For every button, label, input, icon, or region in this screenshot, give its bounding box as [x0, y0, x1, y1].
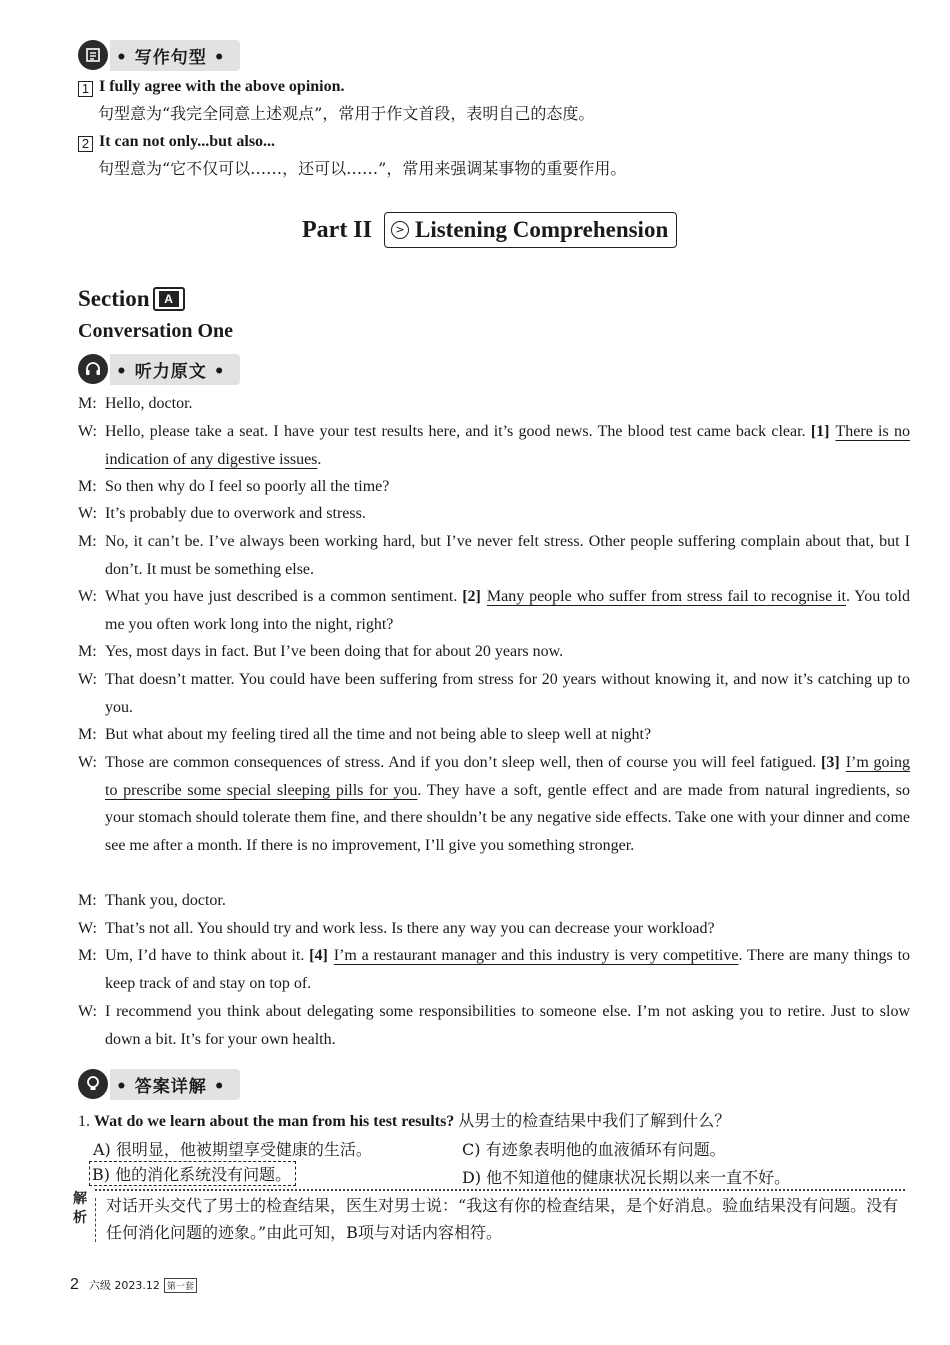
dialogue-line [78, 528, 910, 583]
question-1 [78, 1108, 730, 1131]
dialogue-segment: But what about my feeling tired all the time and not being able to sleep well at night? [105, 726, 652, 743]
speaker-label: M: [78, 643, 97, 660]
dialogue-text [105, 721, 910, 749]
dialogue-line [78, 942, 910, 997]
question-marker: [1] [810, 423, 830, 440]
dialogue-segment: That’s not all. You should try and work less. Is there any way you can decrease your workload? [105, 920, 715, 937]
page-number: 2 [70, 1276, 79, 1293]
section-letter: A [159, 291, 179, 307]
page-footer [70, 1276, 197, 1294]
transcript-section-header [78, 352, 240, 386]
part-title-text: Listening Comprehension [414, 217, 669, 242]
dialogue-segment: Thank you, doctor. [105, 892, 226, 909]
speaker-label: W: [78, 920, 97, 937]
option-a: A) 很明显，他被期望享受健康的生活。 [93, 1140, 372, 1159]
part-title-box [384, 212, 677, 248]
question-chinese: 从男士的检查结果中我们了解到什么？ [458, 1111, 731, 1130]
dialogue-segment: Hello, please take a seat. I have your test results here, and it’s good news. The blood test came back clear. [105, 423, 811, 440]
dialogue-line [78, 638, 910, 666]
dialogue-segment: I recommend you think about delegating some responsibilities to someone else. I’m not asking you to retire. Just to slow down a bit. It’s for your own health. [105, 1003, 910, 1048]
arrow-right-icon: > [391, 221, 409, 239]
dialogue-text [105, 666, 910, 721]
question-marker: [3] [821, 754, 840, 771]
dialogue-text [105, 528, 910, 583]
question-marker: [4] [309, 947, 328, 964]
transcript-header-title: • 听力原文 • [110, 354, 240, 385]
speaker-label: M: [78, 947, 97, 964]
headphones-icon [78, 354, 108, 384]
analysis-divider [95, 1189, 905, 1191]
dialogue-text [105, 390, 910, 418]
dialogue-segment: Those are common consequences of stress. And if you don’t sleep well, then of course you will feel fatigued. [105, 754, 822, 771]
underlined-key-sentence: There is no indication of any digestive issues [105, 423, 910, 468]
speaker-label: M: [78, 726, 97, 743]
underlined-key-sentence: Many people who suffer from stress fail to recognise it [486, 588, 846, 605]
dialogue-line [78, 721, 910, 749]
dialogue-segment: So then why do I feel so poorly all the time? [105, 478, 390, 495]
answers-header-title: • 答案详解 • [110, 1069, 240, 1100]
writing-item-1 [78, 77, 345, 97]
dialogue-line [78, 390, 910, 418]
writing-item-2-cn: 句型意为“它不仅可以……，还可以……”，常用来强调某事物的重要作用。 [98, 159, 627, 178]
section-label: Section [78, 286, 150, 311]
dialogue-text [105, 915, 910, 943]
dialogue-text [105, 418, 910, 473]
section-heading [78, 286, 185, 312]
dialogue-line [78, 749, 910, 859]
part-title [302, 212, 677, 248]
underlined-key-sentence: I’m going to prescribe some special sleeping pills for you [105, 754, 911, 799]
analysis-text: 对话开头交代了男士的检查结果，医生对男士说：“我这有你的检查结果，是个好消息。验血结果没有问题。没有任何消化问题的迹象。”由此可知，B项与对话内容相符。 [106, 1196, 899, 1242]
speaker-label: W: [78, 1003, 97, 1020]
writing-item-1-en: I fully agree with the above opinion. [99, 78, 345, 95]
speaker-label: M: [78, 533, 97, 550]
writing-item-1-cn: 句型意为“我完全同意上述观点”，常用于作文首段，表明自己的态度。 [98, 104, 595, 123]
dialogue-line [78, 998, 910, 1053]
document-icon [78, 40, 108, 70]
dialogue-segment: . They have a soft, gentle effect and are made from natural ingredients, so your stomach should tolerate them fine, and there shouldn’t be any negative side effects. Take one with your dinner and come see me after a month. If there is no improvement, I’ll give you something stronger. [105, 781, 911, 854]
dialogue-segment: It’s probably due to overwork and stress. [105, 505, 366, 522]
dialogue-text [105, 942, 910, 997]
dialogue-line [78, 583, 910, 638]
conversation-title: Conversation One [78, 320, 233, 342]
speaker-label: W: [78, 671, 97, 688]
item-number-box: 2 [78, 136, 93, 152]
option-c: C) 有迹象表明他的血液循环有问题。 [462, 1140, 726, 1159]
dialogue-segment: Um, I’d have to think about it. [105, 947, 310, 964]
dialogue-text [105, 998, 910, 1053]
question-number: 1. [78, 1113, 90, 1130]
dialogue-text [105, 583, 910, 638]
dialogue-text [105, 473, 910, 501]
dialogue-segment: Hello, doctor. [105, 395, 193, 412]
dialogue-segment: What you have just described is a common sentiment. [105, 588, 463, 605]
dialogue-segment: That doesn’t matter. You could have been suffering from stress for 20 years without knowing it, and now it’s catching up to you. [105, 671, 910, 716]
writing-item-2-en: It can not only...but also... [99, 133, 276, 150]
question-english: Wat do we learn about the man from his test results? [94, 1113, 455, 1130]
writing-section-header [78, 38, 240, 72]
dialogue-segment: . [317, 450, 322, 468]
answers-section-header [78, 1067, 240, 1101]
set-badge: 第一套 [164, 1278, 197, 1293]
item-number-box: 1 [78, 81, 93, 97]
part-label: Part II [302, 216, 372, 243]
dialogue-line [78, 666, 910, 721]
underlined-key-sentence: I’m a restaurant manager and this industry is very competitive [333, 947, 739, 964]
speaker-label: W: [78, 754, 97, 771]
speaker-label: M: [78, 395, 97, 412]
speaker-label: W: [78, 588, 97, 605]
dialogue-line [78, 887, 910, 915]
dialogue-text [105, 749, 910, 859]
dialogue-text [105, 500, 910, 528]
dialogue-segment: . There are many things to keep track of and stay on top of. [105, 947, 911, 992]
speaker-label: M: [78, 478, 97, 495]
analysis-label: 解析 [73, 1191, 87, 1226]
dialogue-line [78, 500, 910, 528]
option-d: D) 他不知道他的健康状况长期以来一直不好。 [462, 1168, 791, 1187]
dialogue-text [105, 887, 910, 915]
speaker-label: M: [78, 892, 97, 909]
option-b-correct: B) 他的消化系统没有问题。 [89, 1161, 296, 1186]
dialogue-text [105, 638, 910, 666]
edition-label: 六级 2023.12 [88, 1279, 160, 1292]
dialogue-segment: Yes, most days in fact. But I’ve been doing that for about 20 years now. [105, 643, 564, 660]
dialogue-line [78, 418, 910, 473]
question-marker: [2] [462, 588, 481, 605]
speaker-label: W: [78, 423, 97, 440]
lightbulb-icon [78, 1069, 108, 1099]
dialogue-segment: . You told me you often work long into the night, right? [105, 588, 911, 633]
speaker-label: W: [78, 505, 97, 522]
dialogue-line [78, 915, 910, 943]
dialogue-segment: No, it can’t be. I’ve always been working hard, but I’ve never felt stress. Other people suffering complain about that, but I don’t. It must be something else. [105, 533, 910, 578]
writing-header-title: • 写作句型 • [110, 40, 240, 71]
section-letter-badge [153, 287, 185, 311]
analysis-bar [95, 1198, 96, 1242]
writing-item-2 [78, 132, 275, 152]
dialogue-line [78, 473, 910, 501]
